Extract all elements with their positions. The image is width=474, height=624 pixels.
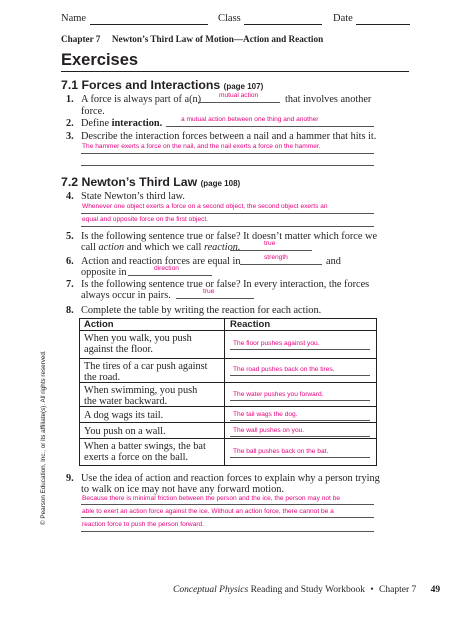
table-row-3-line[interactable]	[230, 400, 370, 401]
q4-answer-line2: equal and opposite force on the first object.	[82, 216, 209, 223]
chapter-line: Chapter 7 Newton’s Third Law of Motion—Action and Reaction	[61, 34, 324, 44]
q4-number: 4.	[66, 191, 74, 202]
q2-term: interaction.	[111, 118, 163, 129]
q1-text-before: A force is always part of a(n)	[81, 94, 202, 105]
table-row-1-action-2: against the floor.	[84, 344, 153, 355]
section1-heading	[61, 78, 263, 92]
q4-answer-line-1[interactable]	[81, 213, 374, 214]
table-row-3-reaction: The water pushes you forward.	[233, 391, 324, 398]
q7-answer-line[interactable]	[176, 298, 254, 299]
q3-answer-line-2[interactable]	[81, 165, 374, 166]
q7-answer: true	[203, 288, 215, 295]
table-row-6-action-1: When a batter swings, the bat	[84, 441, 206, 452]
table-row-4-line[interactable]	[230, 420, 370, 421]
table-row-1-reaction: The floor pushes against you.	[233, 340, 320, 347]
table-row-2-reaction: The road pushes back on the tires.	[233, 366, 335, 373]
q6-answer-line-2[interactable]	[128, 275, 212, 276]
q7-line1: Is the following sentence true or false? In every interaction, the forces	[81, 279, 370, 290]
q9-answer-line-1[interactable]	[81, 504, 374, 505]
table-row-4-reaction: The tail wags the dog.	[233, 411, 298, 418]
title-rule	[61, 71, 409, 72]
class-field-line[interactable]	[244, 24, 322, 25]
q9-number: 9.	[66, 473, 74, 484]
q7-line2: always occur in pairs.	[81, 290, 171, 301]
q4-text: State Newton’s third law.	[81, 191, 185, 202]
table-row-5-action-1: You push on a wall.	[84, 426, 166, 437]
date-label: Date	[333, 13, 353, 24]
q9-answer-line-2[interactable]	[81, 517, 374, 518]
table-row-4-action-1: A dog wags its tail.	[84, 410, 164, 421]
name-field-line[interactable]	[90, 24, 208, 25]
q2-text-prefix: Define	[81, 118, 110, 129]
q8-text: Complete the table by writing the reaction for each action.	[81, 305, 322, 316]
q6-answer2: direction	[154, 265, 179, 272]
footer-book-rest: Reading and Study Workbook	[250, 585, 365, 595]
q6-line1-a: Action and reaction forces are equal in	[81, 256, 241, 267]
q5-line2: call action and which we call reaction.	[81, 242, 241, 253]
q9-line2: to walk on ice may not have any forward motion.	[81, 484, 285, 495]
q2-answer: a mutual action between one thing and another	[181, 116, 319, 123]
q3-answer: The hammer exerts a force on the nail, and the nail exerts a force on the hammer.	[82, 143, 321, 150]
table-row-1-line[interactable]	[230, 349, 370, 350]
q9-answer-line3: reaction force to push the person forward.	[82, 521, 205, 528]
q9-answer-line1: Because there is minimal friction between the person and the ice, the person may not be	[82, 495, 341, 502]
date-field-line[interactable]	[356, 24, 410, 25]
q2-number: 2.	[66, 118, 74, 129]
section2-heading-text: 7.2 Newton’s Third Law	[61, 175, 198, 189]
copyright-notice: © Pearson Education, Inc., or its affiliate(s). All rights reserved.	[40, 350, 47, 525]
q9-line1: Use the idea of action and reaction forces to explain why a person trying	[81, 473, 380, 484]
q1-text-after: that involves another	[285, 94, 372, 105]
q4-answer-line1: Whenever one object exerts a force on a second object, the second object exerts an	[82, 203, 328, 210]
table-row-2-action-1: The tires of a car push against	[84, 361, 208, 372]
section2-heading	[61, 175, 240, 189]
page-title: Exercises	[61, 51, 139, 69]
table-row-5-line[interactable]	[230, 436, 370, 437]
page-footer	[173, 585, 440, 595]
q7-number: 7.	[66, 279, 74, 290]
q5-answer: true	[264, 240, 276, 247]
section1-heading-text: 7.1 Forces and Interactions	[61, 78, 221, 92]
q2-answer-line[interactable]	[166, 126, 374, 127]
q1-answer: mutual action	[219, 92, 259, 99]
q3-answer-line-1[interactable]	[81, 153, 374, 154]
table-row-6-action-2: exerts a force on the ball.	[84, 452, 189, 463]
table-row-1-action-1: When you walk, you push	[84, 333, 192, 344]
page-number: 49	[430, 585, 441, 595]
q5-number: 5.	[66, 231, 74, 242]
q6-line1-b: and	[326, 256, 341, 267]
table-row-2-line[interactable]	[230, 375, 370, 376]
q5-line1: Is the following sentence true or false? It doesn’t matter which force we	[81, 231, 378, 242]
footer-chapter: Chapter 7	[379, 585, 417, 595]
table-row-3-action-2: the water backward.	[84, 396, 168, 407]
table-row-5-reaction: The wall pushes on you.	[233, 427, 305, 434]
q1-text-line2: force.	[81, 106, 105, 117]
name-label: Name	[61, 13, 87, 24]
table-row-6-reaction: The ball pushes back on the bat.	[233, 448, 329, 455]
table-row-6-line[interactable]	[230, 457, 370, 458]
section1-page-ref: (page 107)	[223, 82, 264, 91]
q6-number: 6.	[66, 256, 74, 267]
q6-answer1: strength	[264, 254, 288, 261]
q1-answer-line[interactable]	[198, 102, 280, 103]
footer-bullet: •	[370, 585, 374, 595]
footer-book-title: Conceptual Physics	[173, 585, 249, 595]
q6-line2: opposite in	[81, 267, 127, 278]
q4-answer-line-2[interactable]	[81, 226, 374, 227]
q6-answer-line-1[interactable]	[240, 264, 322, 265]
q1-number: 1.	[66, 94, 74, 105]
q2-text	[81, 118, 162, 129]
table-row-3-action-1: When swimming, you push	[84, 385, 198, 396]
q3-text: Describe the interaction forces between a nail and a hammer that hits it.	[81, 131, 377, 142]
q9-answer-line2: able to exert an action force against the ice. Without an action force, there cannot be a	[82, 508, 334, 515]
table-header-reaction: Reaction	[230, 319, 271, 330]
q9-answer-line-3[interactable]	[81, 531, 374, 532]
class-label: Class	[218, 13, 241, 24]
section2-page-ref: (page 108)	[200, 179, 241, 188]
q5-answer-line[interactable]	[230, 250, 312, 251]
table-header-action: Action	[84, 319, 114, 330]
q8-number: 8.	[66, 305, 74, 316]
q3-number: 3.	[66, 131, 74, 142]
table-row-2-action-2: the road.	[84, 372, 121, 383]
